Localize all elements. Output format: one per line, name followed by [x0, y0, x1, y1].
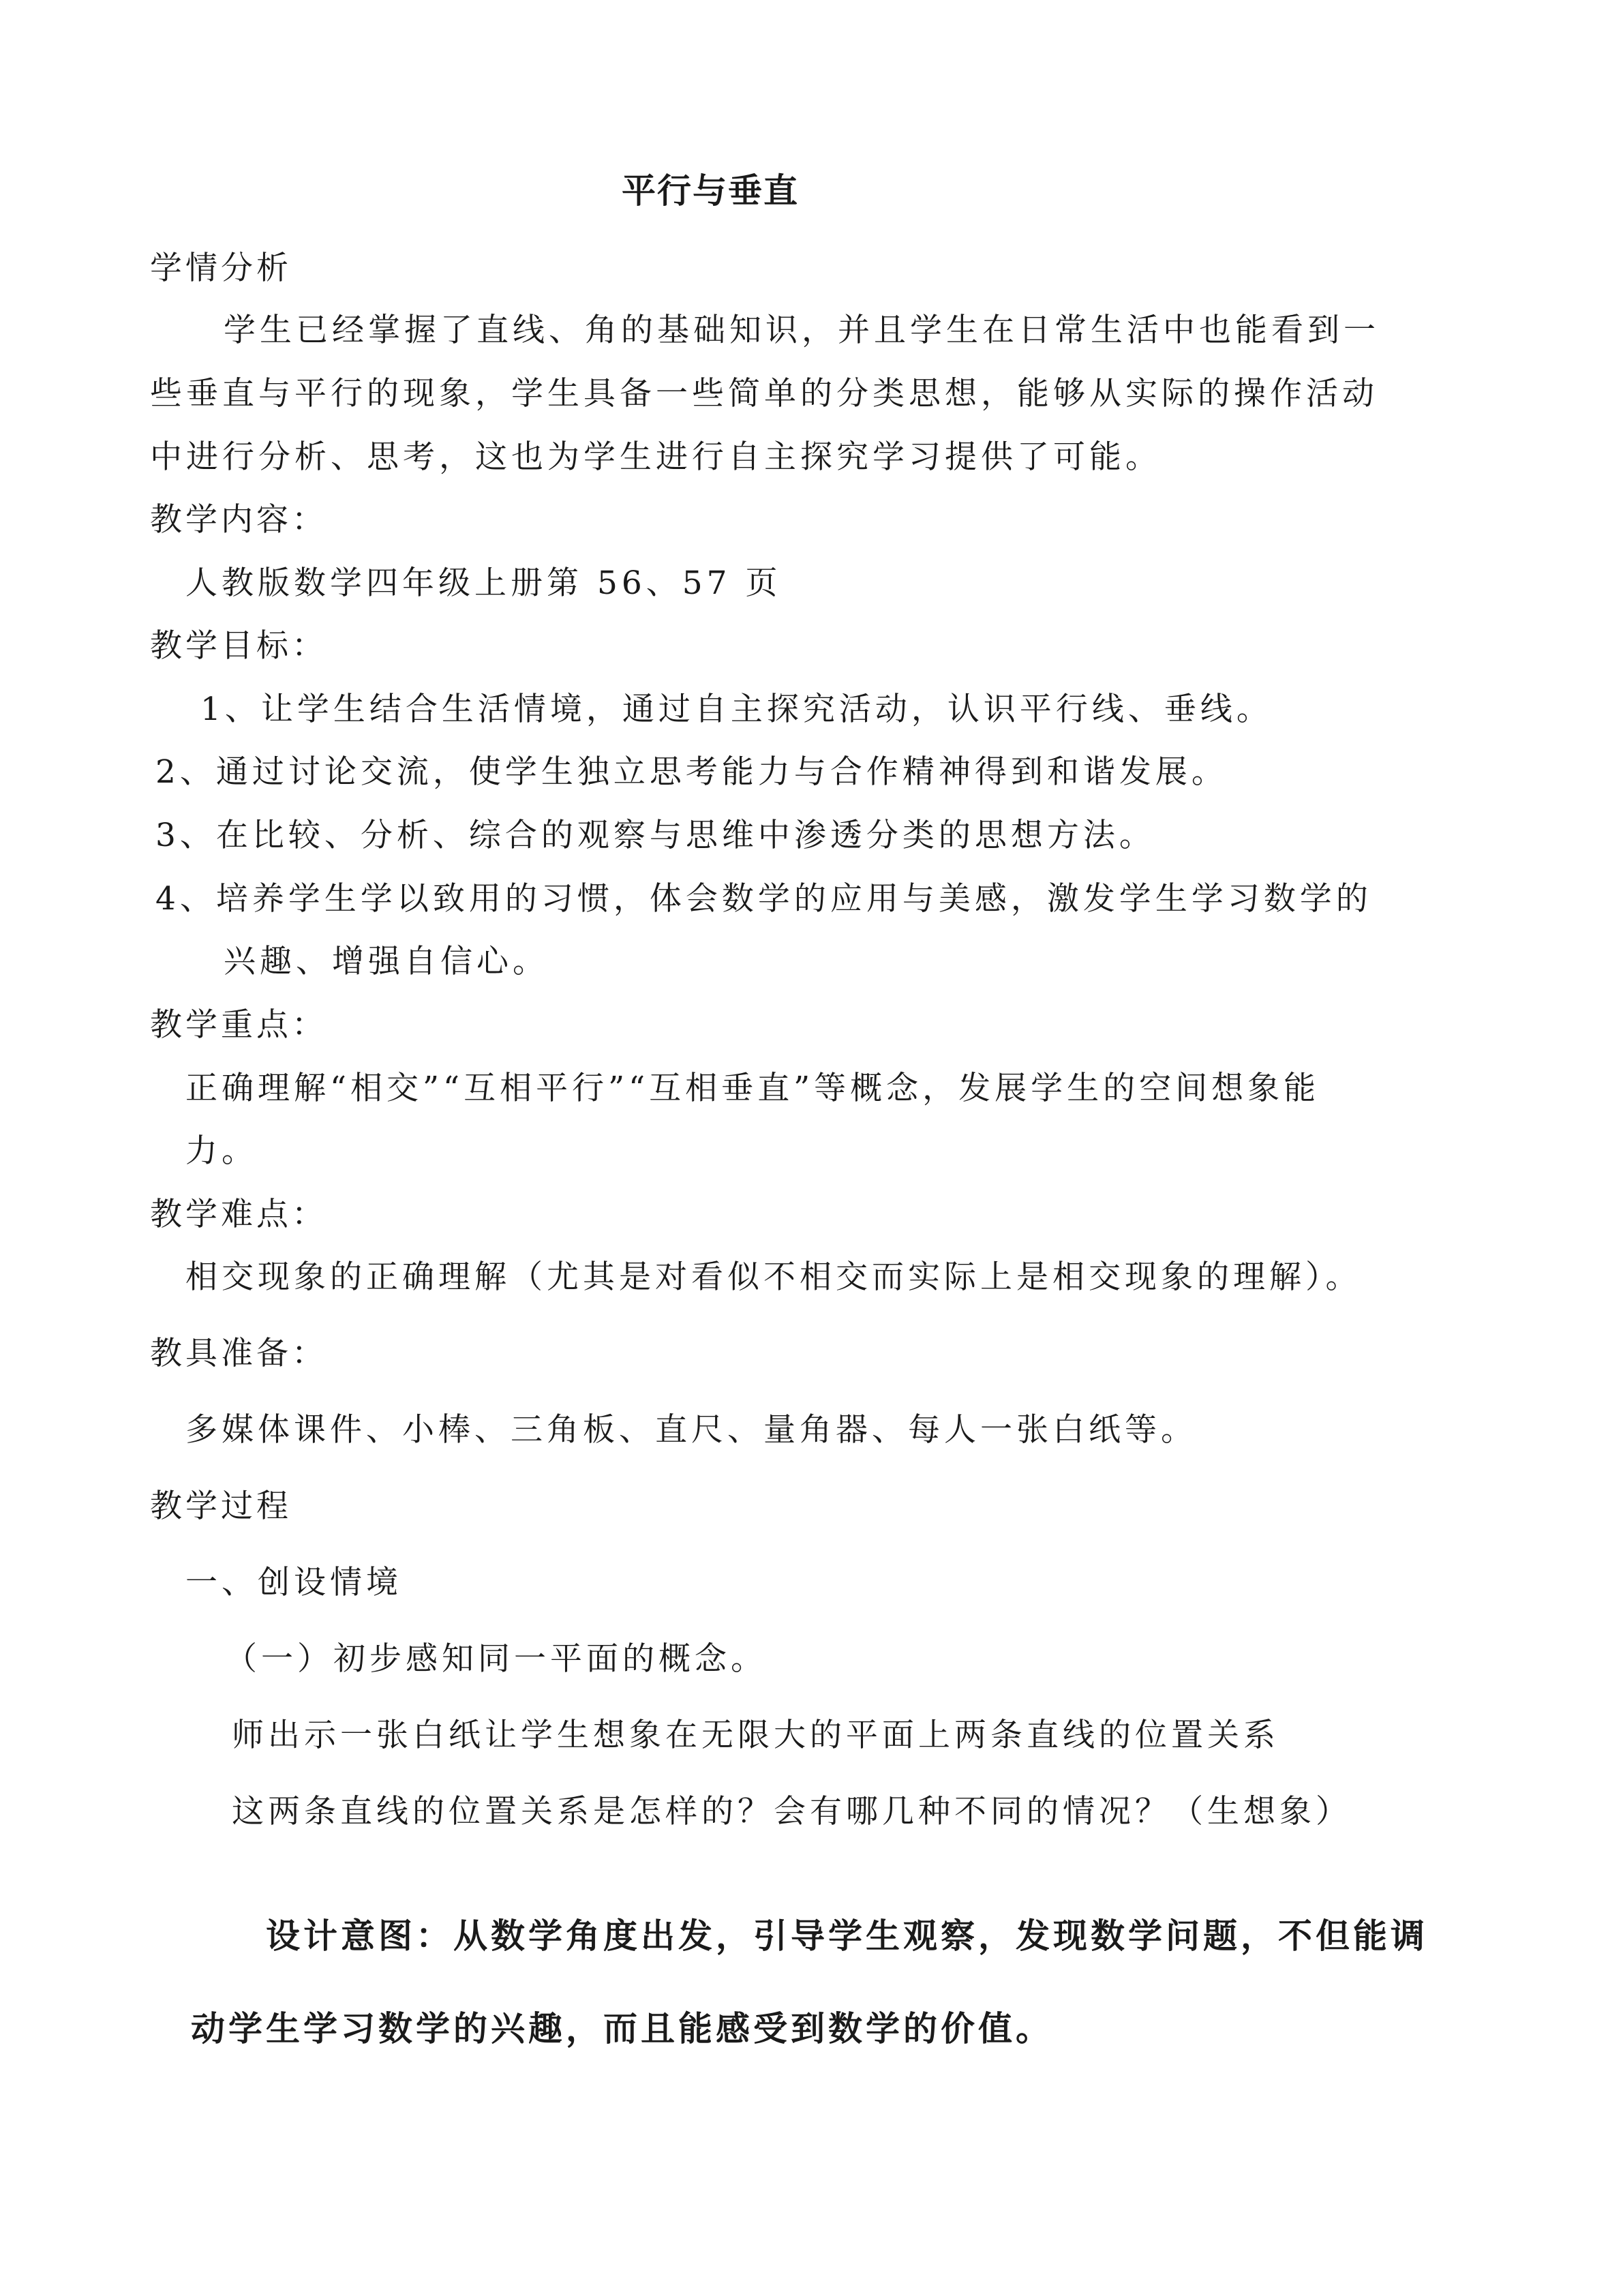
goal-item: 2、通过讨论交流，使学生独立思考能力与合作精神得到和谐发展。 [155, 753, 1228, 791]
section-heading-teaching-content: 教学内容： [150, 501, 327, 539]
section-heading-key-points: 教学重点： [150, 1006, 327, 1044]
paragraph-line: 多媒体课件、小棒、三角板、直尺、量角器、每人一张白纸等。 [185, 1411, 1197, 1449]
paragraph-line: 相交现象的正确理解（尤其是对看似不相交而实际上是相交现象的理解）。 [185, 1258, 1362, 1296]
goal-item: 3、在比较、分析、综合的观察与思维中渗透分类的思想方法。 [155, 817, 1155, 854]
subsection-heading: 一、创设情境 [185, 1564, 402, 1601]
paragraph-line: 师出示一张白纸让学生想象在无限大的平面上两条直线的位置关系 [232, 1717, 1279, 1754]
goal-item: 1、让学生结合生活情境，通过自主探究活动，认识平行线、垂线。 [200, 691, 1273, 728]
section-heading-teaching-process: 教学过程 [150, 1487, 292, 1525]
goal-item-continuation: 兴趣、增强自信心。 [224, 943, 549, 980]
section-heading-learning-analysis: 学情分析 [150, 250, 292, 287]
paragraph-line: 中进行分析、思考，这也为学生进行自主探究学习提供了可能。 [150, 438, 1162, 476]
paragraph-line: 些垂直与平行的现象，学生具备一些简单的分类思想，能够从实际的操作活动 [150, 375, 1378, 412]
paragraph-line: 正确理解“相交”“互相平行”“互相垂直”等概念，发展学生的空间想象能 [185, 1070, 1320, 1107]
paragraph-line: 这两条直线的位置关系是怎样的？会有哪几种不同的情况？（生想象） [232, 1793, 1352, 1830]
design-intent-line: 设计意图：从数学角度出发，引导学生观察，发现数学问题，不但能调 [266, 1916, 1428, 1956]
section-heading-difficulties: 教学难点： [150, 1196, 327, 1233]
section-heading-teaching-aids: 教具准备： [150, 1335, 327, 1372]
document-title: 平行与垂直 [622, 171, 799, 211]
goal-item: 4、培养学生学以致用的习惯，体会数学的应用与美感，激发学生学习数学的 [155, 880, 1372, 918]
paragraph-line: 学生已经掌握了直线、角的基础知识，并且学生在日常生活中也能看到一 [224, 312, 1380, 349]
paragraph-line: 人教版数学四年级上册第 56、57 页 [185, 564, 782, 602]
paragraph-line: 力。 [185, 1132, 258, 1170]
sub-subsection-heading: （一）初步感知同一平面的概念。 [225, 1640, 767, 1678]
design-intent-line: 动学生学习数学的兴趣，而且能感受到数学的价值。 [191, 2009, 1053, 2049]
section-heading-teaching-goals: 教学目标： [150, 627, 327, 665]
